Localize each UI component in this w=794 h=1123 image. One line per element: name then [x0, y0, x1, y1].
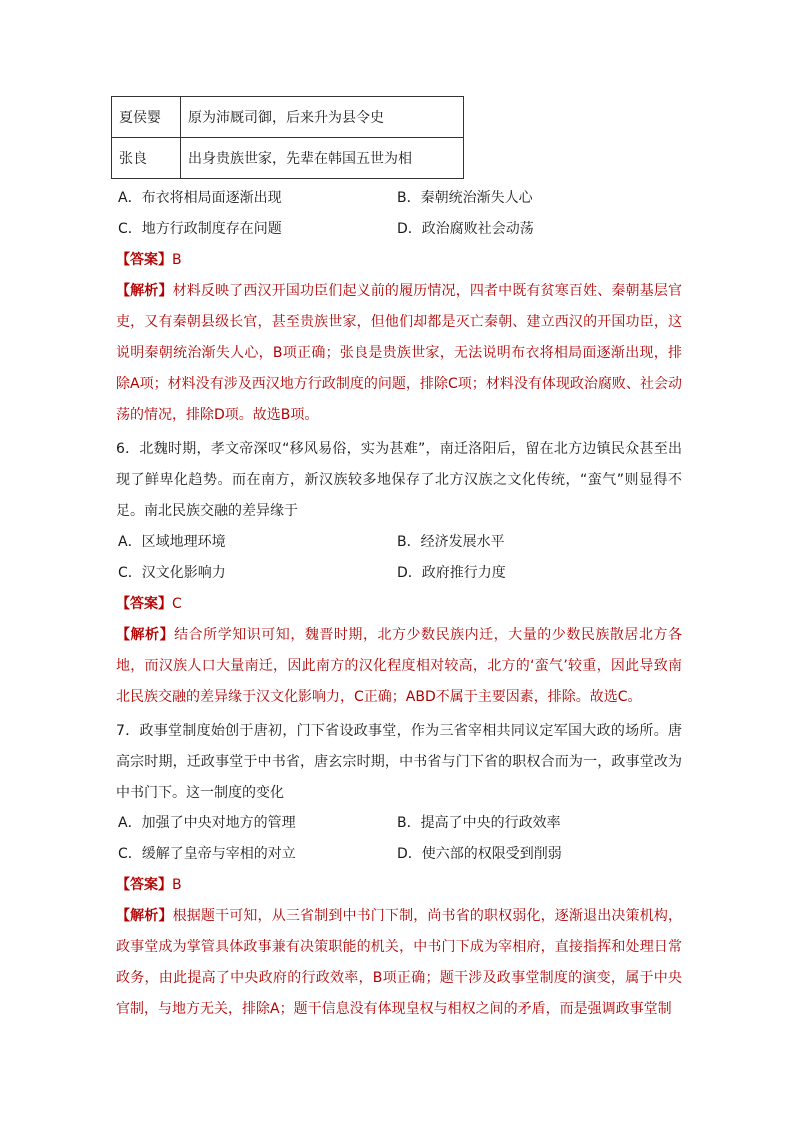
answer-value: C [172, 596, 182, 612]
q5-option-d: D．政治腐败社会动荡 [397, 221, 534, 237]
q6-stem: 6．北魏时期，孝文帝深叹“移风易俗，实为甚难”，南迁洛阳后，留在北方边镇民众甚至出现了鲜卑化趋势。而在南方，新汉族较多地保存了北方汉族之文化传统，“蛮气”则显得不足。南北民族交融的差异缘于 [116, 441, 682, 519]
q7-answer [116, 875, 182, 895]
q7-stem: 7．政事堂制度始创于唐初，门下省设政事堂，作为三省宰相共同议定军国大政的场所。唐高宗时期，迁政事堂于中书省，唐玄宗时期，中书省与门下省的职权合而为一，政事堂改为中书门下。这一制度的变化 [116, 723, 682, 801]
table-cell-name: 张良 [112, 138, 181, 179]
q7-analysis [116, 901, 682, 1025]
q7-option-b: B．提高了中央的行政效率 [397, 815, 561, 831]
answer-value: B [172, 252, 182, 268]
answer-tag: 【答案】 [116, 877, 172, 893]
q7-option-d: D．使六部的权限受到削弱 [397, 846, 562, 862]
q6-option-b: B．经济发展水平 [397, 534, 505, 550]
table-cell-desc: 原为沛厩司御，后来升为县令史 [181, 97, 464, 138]
table-cell-desc: 出身贵族世家，先辈在韩国五世为相 [181, 138, 464, 179]
q6-analysis [116, 620, 682, 713]
q5-option-b: B．秦朝统治渐失人心 [397, 190, 533, 206]
table-row [112, 97, 464, 138]
q6-option-c: C．汉文化影响力 [118, 565, 226, 581]
analysis-tag: 【解析】 [116, 627, 175, 643]
table-row [112, 138, 464, 179]
analysis-text: 材料反映了西汉开国功臣们起义前的履历情况，四者中既有贫寒百姓、秦朝基层官吏，又有秦朝县级长官，甚至贵族世家，但他们却都是灭亡秦朝、建立西汉的开国功臣，这说明秦朝统治渐失人心，B项正确；张良是贵族世家，无法说明布衣将相局面逐渐出现，排除A项；材料没有涉及西汉地方行政制度的问题，排除C项；材料没有体现政治腐败、社会动荡的情况，排除D项。故选B项。 [116, 283, 683, 423]
q7-option-a: A．加强了中央对地方的管理 [118, 815, 296, 831]
answer-tag: 【答案】 [116, 596, 172, 612]
q5-analysis [116, 276, 682, 431]
analysis-tag: 【解析】 [116, 283, 173, 299]
answer-value: B [172, 877, 182, 893]
analysis-tag: 【解析】 [116, 908, 173, 924]
table-cell-name: 夏侯婴 [112, 97, 181, 138]
answer-tag: 【答案】 [116, 252, 172, 268]
q5-answer [116, 250, 182, 270]
official-background-table [111, 96, 464, 179]
q7-option-c: C．缓解了皇帝与宰相的对立 [118, 846, 296, 862]
q6-answer [116, 594, 182, 614]
q6-option-a: A．区域地理环境 [118, 534, 226, 550]
analysis-text: 根据题干可知，从三省制到中书门下制，尚书省的职权弱化，逐渐退出决策机构，政事堂成为掌管具体政事兼有决策职能的机关，中书门下成为宰相府，直接指挥和处理日常政务，由此提高了中央政府的行政效率，B项正确；题干涉及政事堂制度的演变，属于中央官制，与地方无关，排除A；题干信息没有体现皇权与相权之间的矛盾，而是强调政事堂制 [116, 908, 683, 1017]
q5-option-c: C．地方行政制度存在问题 [118, 221, 282, 237]
q5-option-a: A．布衣将相局面逐渐出现 [118, 190, 282, 206]
analysis-text: 结合所学知识可知，魏晋时期，北方少数民族内迁，大量的少数民族散居北方各地，而汉族人口大量南迁，因此南方的汉化程度相对较高，北方的‘蛮气’较重，因此导致南北民族交融的差异缘于汉文化影响力，C正确；ABD不属于主要因素，排除。故选C。 [116, 627, 683, 705]
q6-option-d: D．政府推行力度 [397, 565, 506, 581]
